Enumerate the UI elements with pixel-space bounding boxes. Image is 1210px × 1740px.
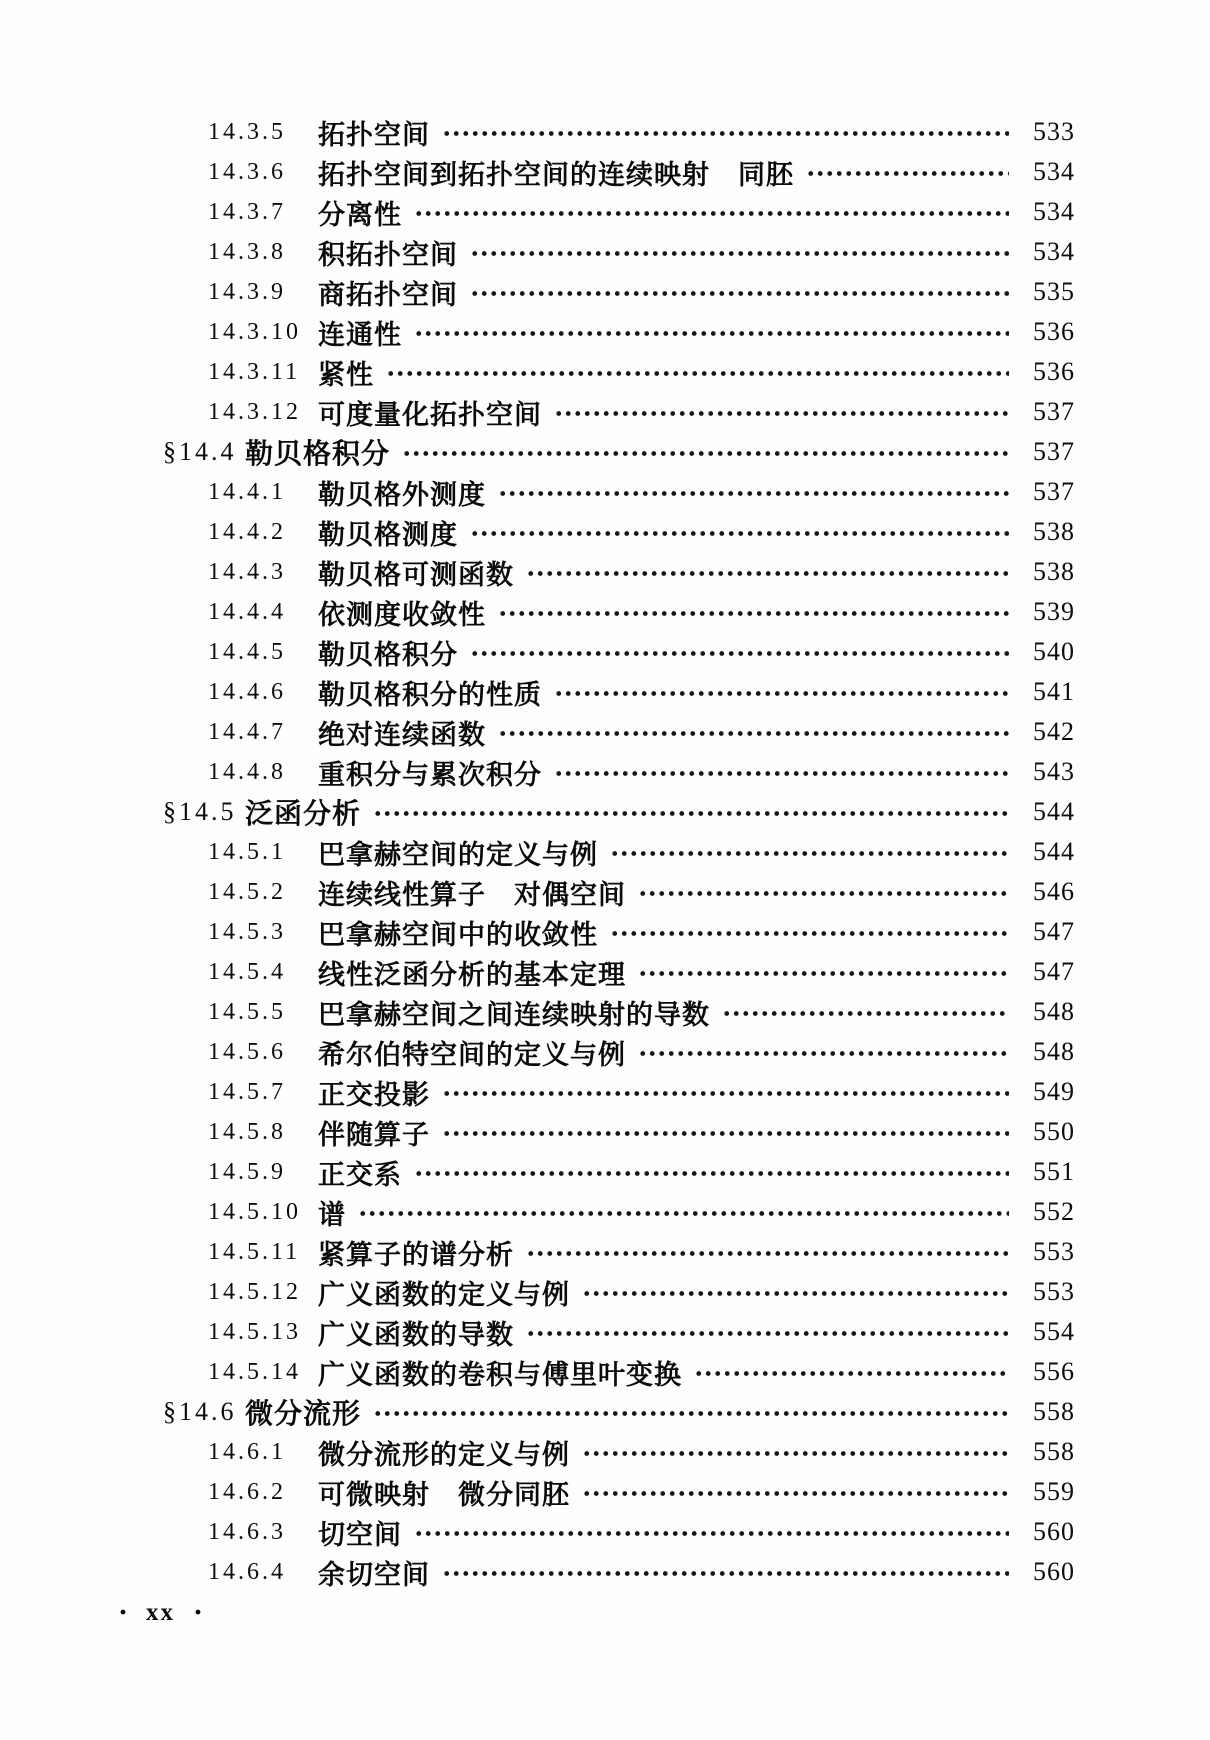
entry-page-number: 537 bbox=[1033, 397, 1075, 426]
entry-number: 14.3.6 bbox=[208, 158, 286, 185]
entry-page-number: 534 bbox=[1033, 197, 1075, 226]
entry-number: 14.5.11 bbox=[208, 1238, 301, 1265]
entry-title: 紧算子的谱分析 bbox=[318, 1239, 514, 1270]
entry-title: 正交系 bbox=[318, 1159, 402, 1190]
toc-row bbox=[163, 112, 1075, 152]
entry-page-number: 537 bbox=[1033, 477, 1075, 506]
toc-row bbox=[163, 552, 1075, 592]
footer-page-label: xx bbox=[146, 1599, 176, 1626]
entry-title: 微分流形的定义与例 bbox=[318, 1439, 570, 1470]
dot-leader bbox=[414, 1170, 1009, 1177]
entry-number: §14.4 bbox=[163, 437, 237, 466]
dot-leader bbox=[610, 930, 1009, 937]
entry-title: 广义函数的导数 bbox=[318, 1319, 514, 1350]
entry-number: 14.5.5 bbox=[208, 998, 286, 1025]
dot-leader bbox=[442, 130, 1009, 137]
toc-list bbox=[163, 112, 1075, 1592]
entry-title: 切空间 bbox=[318, 1519, 402, 1550]
dot-leader bbox=[402, 450, 1009, 457]
toc-row bbox=[163, 512, 1075, 552]
dot-leader bbox=[470, 250, 1009, 257]
toc-row bbox=[163, 1272, 1075, 1312]
toc-row bbox=[163, 392, 1075, 432]
entry-number: 14.5.3 bbox=[208, 918, 286, 945]
dot-leader bbox=[526, 570, 1009, 577]
entry-title: 勒贝格积分的性质 bbox=[318, 679, 542, 710]
entry-number: §14.5 bbox=[163, 797, 237, 826]
entry-page-number: 541 bbox=[1033, 677, 1075, 706]
toc-row bbox=[163, 432, 1075, 472]
dot-leader bbox=[722, 1010, 1009, 1017]
entry-title: 泛函分析 bbox=[245, 798, 362, 829]
entry-page-number: 553 bbox=[1033, 1237, 1075, 1266]
entry-page-number: 558 bbox=[1033, 1397, 1075, 1426]
entry-title: 拓扑空间到拓扑空间的连续映射 同胚 bbox=[318, 159, 794, 190]
entry-page-number: 540 bbox=[1033, 637, 1075, 666]
entry-title: 伴随算子 bbox=[318, 1119, 430, 1150]
dot-leader bbox=[582, 1290, 1009, 1297]
entry-page-number: 558 bbox=[1033, 1437, 1075, 1466]
entry-title: 正交投影 bbox=[318, 1079, 430, 1110]
toc-row bbox=[163, 752, 1075, 792]
entry-number: 14.4.2 bbox=[208, 518, 286, 545]
entry-page-number: 539 bbox=[1033, 597, 1075, 626]
dot-leader bbox=[554, 770, 1009, 777]
toc-row bbox=[163, 352, 1075, 392]
entry-page-number: 556 bbox=[1033, 1357, 1075, 1386]
entry-number: 14.5.8 bbox=[208, 1118, 286, 1145]
entry-title: 绝对连续函数 bbox=[318, 719, 486, 750]
entry-title: 拓扑空间 bbox=[318, 119, 430, 150]
entry-page-number: 544 bbox=[1033, 837, 1075, 866]
entry-number: 14.5.9 bbox=[208, 1158, 286, 1185]
entry-page-number: 560 bbox=[1033, 1517, 1075, 1546]
toc-row bbox=[163, 1072, 1075, 1112]
dot-leader bbox=[414, 1530, 1009, 1537]
entry-title: 希尔伯特空间的定义与例 bbox=[318, 1039, 626, 1070]
entry-page-number: 549 bbox=[1033, 1077, 1075, 1106]
toc-row bbox=[163, 672, 1075, 712]
entry-title: 连续线性算子 对偶空间 bbox=[318, 879, 626, 910]
dot-leader bbox=[638, 970, 1009, 977]
entry-title: 勒贝格积分 bbox=[318, 639, 458, 670]
dot-leader bbox=[373, 1410, 1009, 1417]
toc-row bbox=[163, 792, 1075, 832]
entry-page-number: 535 bbox=[1033, 277, 1075, 306]
entry-title: 余切空间 bbox=[318, 1559, 430, 1590]
toc-row bbox=[163, 1512, 1075, 1552]
entry-number: 14.5.6 bbox=[208, 1038, 286, 1065]
entry-title: 依测度收敛性 bbox=[318, 599, 486, 630]
toc-row bbox=[163, 1112, 1075, 1152]
entry-page-number: 552 bbox=[1033, 1197, 1075, 1226]
dot-leader bbox=[442, 1130, 1009, 1137]
dot-leader bbox=[694, 1370, 1009, 1377]
entry-number: 14.5.12 bbox=[208, 1278, 301, 1305]
dot-leader bbox=[498, 730, 1009, 737]
entry-title: 微分流形 bbox=[245, 1398, 362, 1429]
entry-title: 巴拿赫空间之间连续映射的导数 bbox=[318, 999, 710, 1030]
entry-page-number: 538 bbox=[1033, 517, 1075, 546]
dot-leader bbox=[498, 610, 1009, 617]
dot-leader bbox=[414, 330, 1009, 337]
dot-leader bbox=[358, 1210, 1009, 1217]
dot-leader bbox=[582, 1490, 1009, 1497]
entry-number: 14.4.5 bbox=[208, 638, 286, 665]
entry-page-number: 547 bbox=[1033, 917, 1075, 946]
entry-title: 巴拿赫空间中的收敛性 bbox=[318, 919, 598, 950]
entry-title: 紧性 bbox=[318, 359, 374, 390]
entry-title: 谱 bbox=[318, 1199, 346, 1230]
entry-page-number: 547 bbox=[1033, 957, 1075, 986]
entry-page-number: 543 bbox=[1033, 757, 1075, 786]
toc-row bbox=[163, 992, 1075, 1032]
entry-number: 14.6.1 bbox=[208, 1438, 286, 1465]
toc-row bbox=[163, 1352, 1075, 1392]
toc-row bbox=[163, 152, 1075, 192]
entry-number: 14.5.10 bbox=[208, 1198, 301, 1225]
entry-title: 连通性 bbox=[318, 319, 402, 350]
page-footer bbox=[118, 1598, 203, 1628]
entry-page-number: 546 bbox=[1033, 877, 1075, 906]
entry-page-number: 560 bbox=[1033, 1557, 1075, 1586]
entry-number: 14.5.1 bbox=[208, 838, 286, 865]
toc-row bbox=[163, 1032, 1075, 1072]
entry-page-number: 544 bbox=[1033, 797, 1075, 826]
entry-title: 分离性 bbox=[318, 199, 402, 230]
dot-leader bbox=[442, 1570, 1009, 1577]
toc-row bbox=[163, 1472, 1075, 1512]
entry-title: 巴拿赫空间的定义与例 bbox=[318, 839, 598, 870]
entry-title: 勒贝格积分 bbox=[245, 438, 391, 469]
dot-leader bbox=[498, 490, 1009, 497]
entry-number: 14.6.3 bbox=[208, 1518, 286, 1545]
dot-leader bbox=[554, 410, 1009, 417]
entry-number: 14.5.2 bbox=[208, 878, 286, 905]
toc-row bbox=[163, 272, 1075, 312]
toc-row bbox=[163, 1232, 1075, 1272]
toc-row bbox=[163, 632, 1075, 672]
entry-number: 14.4.3 bbox=[208, 558, 286, 585]
dot-leader bbox=[526, 1330, 1009, 1337]
toc-row bbox=[163, 1152, 1075, 1192]
entry-title: 商拓扑空间 bbox=[318, 279, 458, 310]
entry-number: 14.4.7 bbox=[208, 718, 286, 745]
entry-page-number: 534 bbox=[1033, 237, 1075, 266]
entry-number: 14.4.6 bbox=[208, 678, 286, 705]
dot-leader bbox=[373, 810, 1009, 817]
dot-leader bbox=[554, 690, 1009, 697]
entry-number: 14.3.9 bbox=[208, 278, 286, 305]
entry-number: 14.3.10 bbox=[208, 318, 301, 345]
footer-bullet-right: · bbox=[193, 1596, 204, 1629]
entry-title: 勒贝格可测函数 bbox=[318, 559, 514, 590]
dot-leader bbox=[414, 210, 1009, 217]
dot-leader bbox=[526, 1250, 1009, 1257]
entry-number: 14.4.4 bbox=[208, 598, 286, 625]
dot-leader bbox=[638, 890, 1009, 897]
entry-title: 可微映射 微分同胚 bbox=[318, 1479, 570, 1510]
footer-bullet-left: · bbox=[118, 1596, 129, 1629]
dot-leader bbox=[470, 530, 1009, 537]
toc-row bbox=[163, 832, 1075, 872]
entry-title: 广义函数的卷积与傅里叶变换 bbox=[318, 1359, 682, 1390]
toc-row bbox=[163, 592, 1075, 632]
entry-number: 14.6.2 bbox=[208, 1478, 286, 1505]
dot-leader bbox=[442, 1090, 1009, 1097]
entry-number: 14.3.7 bbox=[208, 198, 286, 225]
entry-number: 14.4.1 bbox=[208, 478, 286, 505]
entry-number: 14.5.14 bbox=[208, 1358, 301, 1385]
entry-title: 线性泛函分析的基本定理 bbox=[318, 959, 626, 990]
entry-page-number: 559 bbox=[1033, 1477, 1075, 1506]
entry-number: 14.5.4 bbox=[208, 958, 286, 985]
toc-row bbox=[163, 1192, 1075, 1232]
entry-title: 可度量化拓扑空间 bbox=[318, 399, 542, 430]
entry-number: §14.6 bbox=[163, 1397, 237, 1426]
entry-page-number: 554 bbox=[1033, 1317, 1075, 1346]
entry-page-number: 548 bbox=[1033, 1037, 1075, 1066]
toc-row bbox=[163, 312, 1075, 352]
entry-number: 14.4.8 bbox=[208, 758, 286, 785]
entry-page-number: 536 bbox=[1033, 317, 1075, 346]
entry-page-number: 536 bbox=[1033, 357, 1075, 386]
entry-number: 14.6.4 bbox=[208, 1558, 286, 1585]
entry-title: 广义函数的定义与例 bbox=[318, 1279, 570, 1310]
entry-page-number: 553 bbox=[1033, 1277, 1075, 1306]
dot-leader bbox=[638, 1050, 1009, 1057]
entry-page-number: 542 bbox=[1033, 717, 1075, 746]
toc-row bbox=[163, 952, 1075, 992]
toc-row bbox=[163, 912, 1075, 952]
toc-row bbox=[163, 232, 1075, 272]
dot-leader bbox=[470, 290, 1009, 297]
entry-title: 勒贝格外测度 bbox=[318, 479, 486, 510]
entry-page-number: 548 bbox=[1033, 997, 1075, 1026]
entry-number: 14.3.8 bbox=[208, 238, 286, 265]
dot-leader bbox=[610, 850, 1009, 857]
dot-leader bbox=[582, 1450, 1009, 1457]
entry-page-number: 537 bbox=[1033, 437, 1075, 466]
entry-number: 14.5.7 bbox=[208, 1078, 286, 1105]
dot-leader bbox=[386, 370, 1009, 377]
toc-row bbox=[163, 872, 1075, 912]
toc-row bbox=[163, 1312, 1075, 1352]
toc-row bbox=[163, 712, 1075, 752]
entry-number: 14.5.13 bbox=[208, 1318, 301, 1345]
entry-title: 勒贝格测度 bbox=[318, 519, 458, 550]
dot-leader bbox=[806, 170, 1009, 177]
entry-page-number: 551 bbox=[1033, 1157, 1075, 1186]
dot-leader bbox=[470, 650, 1009, 657]
entry-number: 14.3.12 bbox=[208, 398, 301, 425]
toc-row bbox=[163, 1392, 1075, 1432]
entry-number: 14.3.11 bbox=[208, 358, 301, 385]
entry-number: 14.3.5 bbox=[208, 118, 286, 145]
toc-row bbox=[163, 472, 1075, 512]
entry-page-number: 534 bbox=[1033, 157, 1075, 186]
entry-page-number: 538 bbox=[1033, 557, 1075, 586]
entry-page-number: 550 bbox=[1033, 1117, 1075, 1146]
entry-title: 重积分与累次积分 bbox=[318, 759, 542, 790]
toc-row bbox=[163, 1552, 1075, 1592]
toc-row bbox=[163, 1432, 1075, 1472]
entry-page-number: 533 bbox=[1033, 117, 1075, 146]
toc-row bbox=[163, 192, 1075, 232]
entry-title: 积拓扑空间 bbox=[318, 239, 458, 270]
